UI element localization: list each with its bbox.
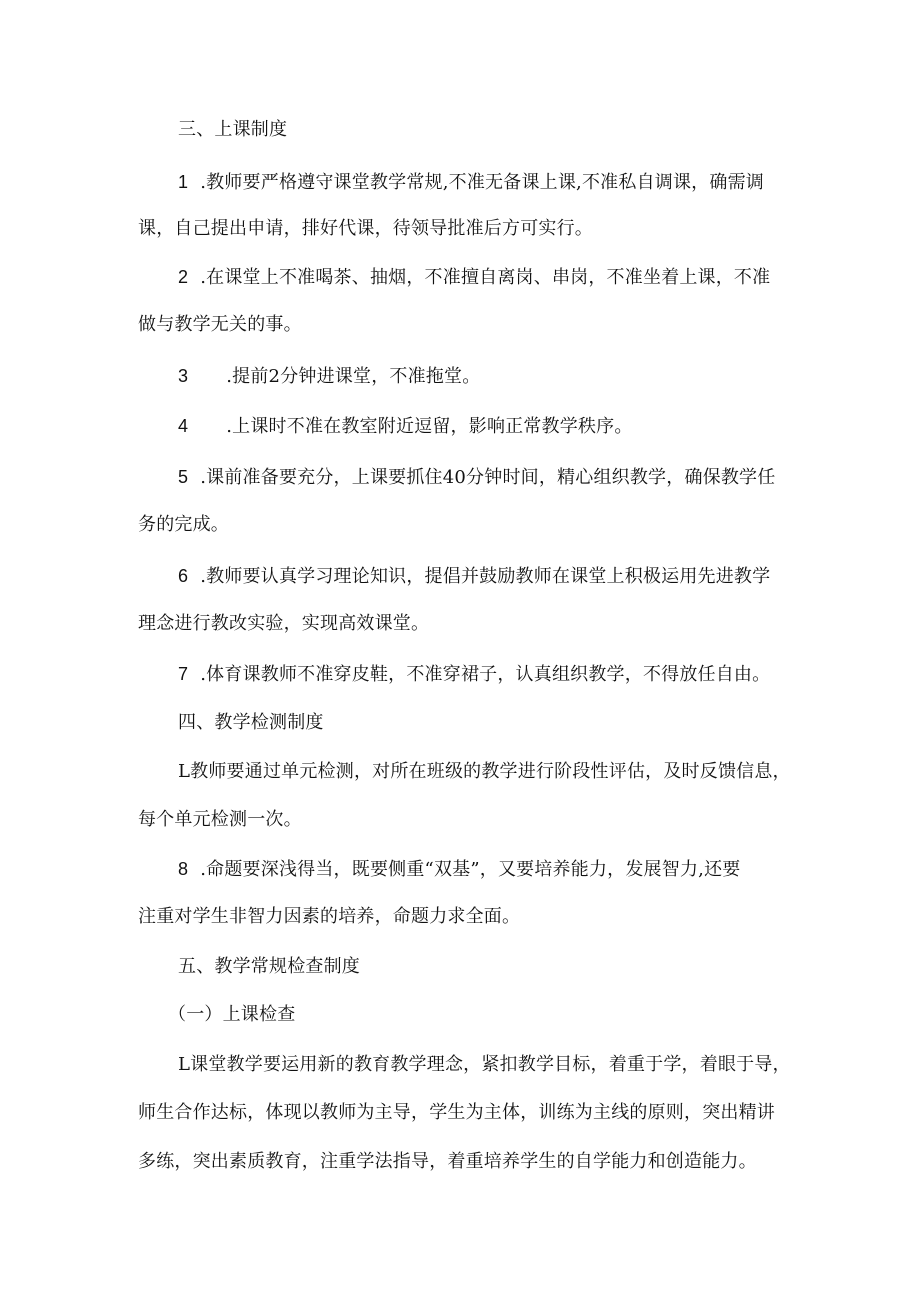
item-4-line-1 — [178, 414, 633, 439]
item-1-line-1 — [178, 170, 764, 195]
item-number: 2 — [178, 267, 189, 287]
item-text: .上课时不准在教室附近逗留，影响正常教学秩序。 — [226, 416, 633, 437]
item-2-line-1 — [178, 265, 770, 290]
item-text: .提前2分钟进课堂，不准拖堂。 — [226, 366, 481, 387]
item-number: 6 — [178, 566, 189, 586]
section-5-item-1-line-1: L课堂教学要运用新的教育教学理念，紧扣教学目标，着重于学，着眼于导， — [178, 1054, 791, 1075]
section-5-item-1-line-3: 多练，突出素质教育，注重学法指导，着重培养学生的自学能力和创造能力。 — [138, 1151, 757, 1172]
section-5-item-1-line-2: 师生合作达标，体现以教师为主导，学生为主体，训练为主线的原则，突出精讲 — [138, 1102, 775, 1123]
section-heading-4: 四、教学检测制度 — [178, 712, 324, 733]
item-7-line-1 — [178, 662, 770, 687]
item-1-line-2: 课，自己提出申请，排好代课，待领导批准后方可实行。 — [138, 218, 593, 239]
item-2-line-2: 做与教学无关的事。 — [138, 314, 302, 335]
item-8-line-1 — [178, 857, 740, 882]
item-text: .课前准备要充分，上课要抓住40分钟时间，精心组织教学，确保教学任 — [200, 467, 776, 488]
item-text: .在课堂上不准喝茶、抽烟，不准擅自离岗、串岗，不准坐着上课，不准 — [200, 267, 771, 288]
item-number: 4 — [178, 416, 189, 436]
section-4-item-1-line-1: L教师要通过单元检测，对所在班级的教学进行阶段性评估，及时反馈信息， — [178, 761, 791, 782]
item-number: 5 — [178, 467, 189, 487]
section-heading-3: 三、上课制度 — [178, 119, 288, 140]
item-3-line-1 — [178, 364, 480, 389]
section-4-item-1-line-2: 每个单元检测一次。 — [138, 809, 302, 830]
item-6-line-1 — [178, 564, 770, 589]
section-heading-5: 五、教学常规检查制度 — [178, 956, 360, 977]
item-number: 8 — [178, 859, 189, 879]
item-text: .命题要深浅得当，既要侧重“双基”，又要培养能力，发展智力,还要 — [200, 859, 741, 880]
item-text: .教师要严格遵守课堂教学常规,不准无备课上课,不准私自调课，确需调 — [200, 172, 764, 193]
item-number: 7 — [178, 664, 189, 684]
item-number: 3 — [178, 366, 189, 386]
item-5-line-1 — [178, 465, 775, 490]
item-text: .教师要认真学习理论知识，提倡并鼓励教师在课堂上积极运用先进教学 — [200, 566, 771, 587]
item-number: 1 — [178, 172, 189, 192]
item-6-line-2: 理念进行教改实验，实现高效课堂。 — [138, 613, 430, 634]
item-5-line-2: 务的完成。 — [138, 514, 229, 535]
subsection-heading: （一）上课检查 — [168, 1004, 296, 1025]
item-8-line-2: 注重对学生非智力因素的培养，命题力求全面。 — [138, 906, 521, 927]
item-text: .体育课教师不准穿皮鞋，不准穿裙子，认真组织教学，不得放任自由。 — [200, 664, 771, 685]
